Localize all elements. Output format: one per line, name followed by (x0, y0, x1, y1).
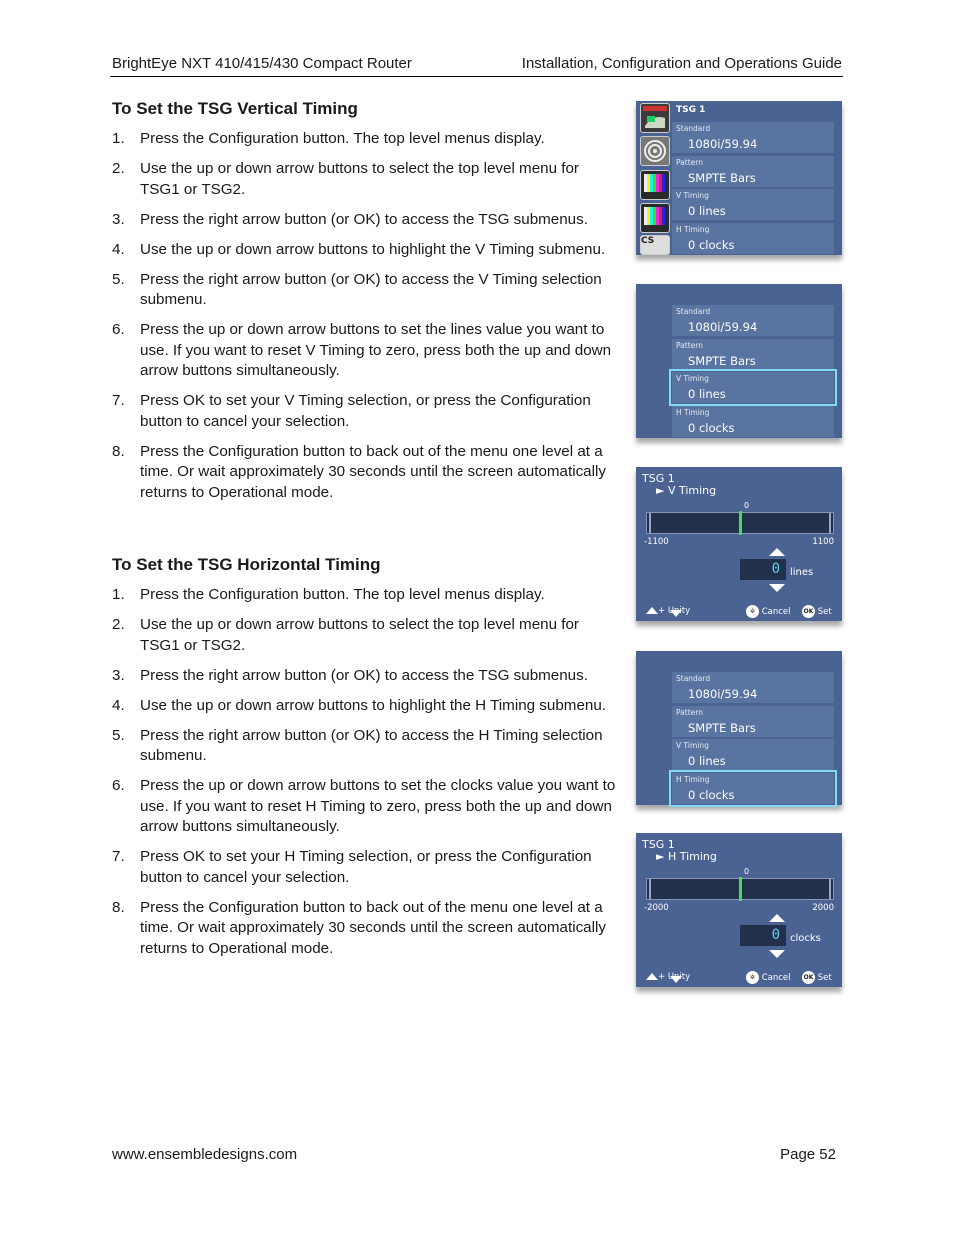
softkey-bar (636, 969, 842, 987)
step: 8. Press the Configuration button to back out of the menu one level at a time. Or wait approximately 30 seconds until the screen automatically returns to Operational mode. (112, 898, 606, 957)
step: 3. Press the right arrow button (or OK) to access the TSG submenus. (112, 210, 588, 228)
section-h-steps (112, 585, 617, 969)
cancel-hint[interactable]: ✲ Cancel (746, 605, 791, 618)
adjust-subtitle: ► H Timing (656, 850, 717, 863)
step: 6. Press the up or down arrow buttons to set the lines value you want to use. If you want to reset V Timing to zero, press both the up and down arrow buttons simultaneously. (112, 321, 612, 379)
softkey-bar (636, 603, 842, 621)
unit-label: lines (790, 567, 814, 578)
section-v-title: To Set the TSG Vertical Timing (112, 99, 358, 118)
unity-hint: + Unity (646, 972, 690, 982)
screen-v-timing-adjust (636, 467, 842, 621)
max-label: 1100 (812, 537, 834, 547)
step: 4. Use the up or down arrow buttons to highlight the H Timing submenu. (112, 696, 607, 714)
ok-button-icon: OK (802, 605, 815, 618)
unity-hint: + Unity (646, 606, 690, 616)
down-arrow-icon (670, 976, 682, 983)
step: 1. Press the Configuration button. The top level menus display. (112, 130, 545, 147)
min-label: -1100 (644, 537, 669, 547)
adjust-subtitle: ► V Timing (656, 484, 717, 497)
field-pattern[interactable]: Pattern SMPTE Bars (672, 706, 834, 737)
field-standard[interactable]: Standard 1080i/59.94 (672, 672, 834, 703)
screen-tsg-menu (636, 101, 842, 255)
gear-icon: ✲ (746, 971, 759, 984)
field-standard[interactable]: Standard 1080i/59.94 (672, 122, 834, 153)
zero-label: 0 (744, 867, 750, 876)
field-h-timing[interactable]: H Timing 0 clocks (672, 406, 834, 437)
header-rule (110, 76, 843, 77)
down-arrow-icon (670, 610, 682, 617)
field-h-timing[interactable]: H Timing 0 clocks (672, 223, 834, 254)
tsg1-bars-icon (640, 170, 670, 200)
screen-h-timing-adjust (636, 833, 842, 987)
min-label: -2000 (644, 903, 669, 913)
ok-button-icon: OK (802, 971, 815, 984)
cs-icon: CS (640, 235, 670, 255)
header-product: BrightEye NXT 410/415/430 Compact Router (112, 55, 412, 72)
field-v-timing-selected[interactable]: V Timing 0 lines (672, 372, 834, 403)
slider-marker (739, 511, 742, 535)
page-number: Page 52 (780, 1146, 836, 1163)
step: 2. Use the up or down arrow buttons to select the top level menu for TSG1 or TSG2. (112, 160, 579, 198)
section-h-title: To Set the TSG Horizontal Timing (112, 555, 381, 574)
max-label: 2000 (812, 903, 834, 913)
step: 4. Use the up or down arrow buttons to highlight the V Timing submenu. (112, 240, 606, 258)
down-arrow-icon[interactable] (769, 584, 785, 592)
screen-submenu-h (636, 651, 842, 805)
cancel-hint[interactable]: ✲ Cancel (746, 971, 791, 984)
field-v-timing[interactable]: V Timing 0 lines (672, 739, 834, 770)
field-h-timing-selected[interactable]: H Timing 0 clocks (672, 773, 834, 804)
step: 6. Press the up or down arrow buttons to set the clocks value you want to use. If you want to reset H Timing to zero, press both the up and down arrow buttons simultaneously. (112, 777, 616, 835)
set-hint[interactable]: OK Set (803, 973, 832, 983)
unit-label: clocks (790, 933, 821, 944)
up-arrow-icon[interactable] (769, 548, 785, 556)
step: 7. Press OK to set your V Timing selection, or press the Configuration button to cancel your selection. (112, 392, 591, 430)
up-arrow-icon (646, 973, 658, 980)
step: 3. Press the right arrow button (or OK) to access the TSG submenus. (112, 666, 588, 684)
slider-marker (739, 877, 742, 901)
field-pattern[interactable]: Pattern SMPTE Bars (672, 156, 834, 187)
footer-url[interactable]: www.ensembledesigns.com (112, 1146, 298, 1163)
field-standard[interactable]: Standard 1080i/59.94 (672, 305, 834, 336)
up-arrow-icon[interactable] (769, 914, 785, 922)
header-guide: Installation, Configuration and Operations Guide (521, 55, 842, 72)
up-arrow-icon (646, 607, 658, 614)
section-v-steps (112, 129, 617, 513)
step: 5. Press the right arrow button (or OK) to access the H Timing selection submenu. (112, 726, 603, 764)
down-arrow-icon[interactable] (769, 950, 785, 958)
menu-title: TSG 1 (676, 105, 706, 115)
value-box: 0 (740, 559, 786, 580)
gear-icon: ✲ (746, 605, 759, 618)
reference-icon (640, 136, 670, 166)
timing-slider[interactable] (646, 512, 834, 534)
screen-submenu-v (636, 284, 842, 438)
zero-label: 0 (744, 501, 750, 510)
timing-slider[interactable] (646, 878, 834, 900)
field-pattern[interactable]: Pattern SMPTE Bars (672, 339, 834, 370)
router-icon (640, 103, 670, 133)
set-hint[interactable]: OK Set (803, 607, 832, 617)
adjust-title: TSG 1 (642, 838, 675, 851)
field-v-timing[interactable]: V Timing 0 lines (672, 189, 834, 220)
adjust-title: TSG 1 (642, 472, 675, 485)
step: 5. Press the right arrow button (or OK) to access the V Timing selection submenu. (112, 270, 602, 308)
value-box: 0 (740, 925, 786, 946)
step: 8. Press the Configuration button to back out of the menu one level at a time. Or wait approximately 30 seconds until the screen automatically returns to Operational mode. (112, 442, 606, 501)
step: 2. Use the up or down arrow buttons to select the top level menu for TSG1 or TSG2. (112, 616, 579, 654)
step: 1. Press the Configuration button. The top level menus display. (112, 586, 545, 603)
tsg2-bars-icon (640, 203, 670, 233)
step: 7. Press OK to set your H Timing selection, or press the Configuration button to cancel your selection. (112, 848, 592, 886)
